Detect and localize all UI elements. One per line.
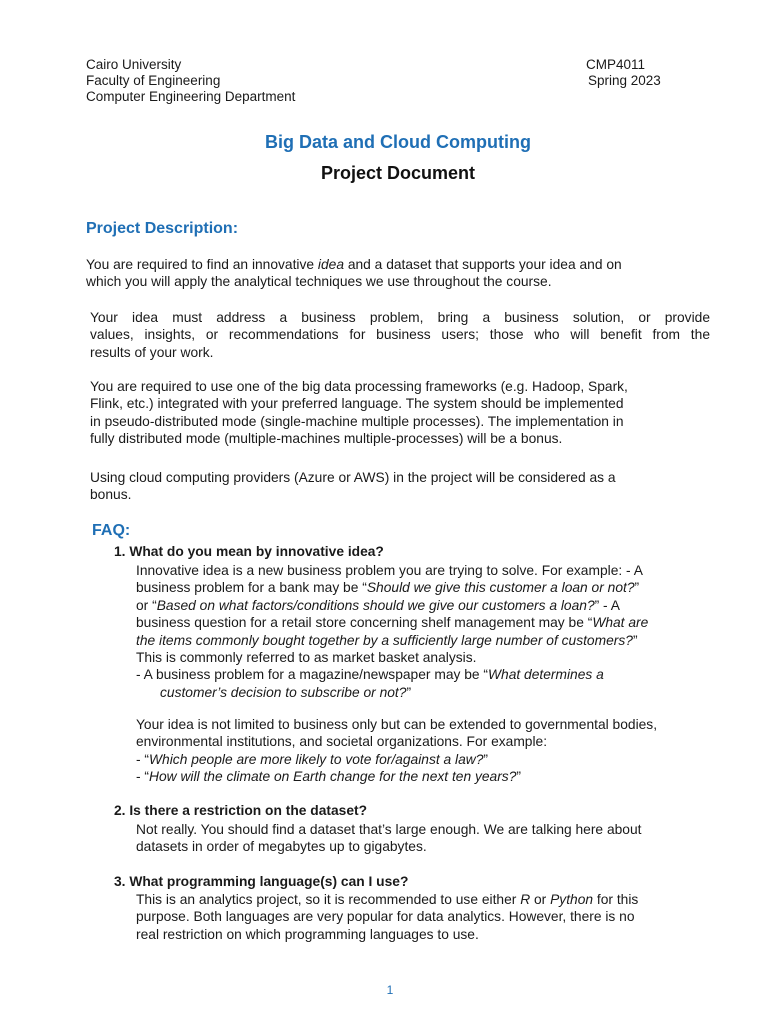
description-paragraph-4: Using cloud computing providers (Azure or AWS) in the project will be considered as a bonus.: [90, 470, 616, 503]
faculty-name: Faculty of Engineering: [86, 73, 221, 88]
document-title: Big Data and Cloud Computing: [265, 132, 531, 152]
faq-question-2: 2. Is there a restriction on the dataset?: [114, 803, 368, 818]
description-paragraph-1: You are required to find an innovative idea and a dataset that supports your idea and on which you will apply the analytical techniques we use throughout the course.: [86, 257, 622, 290]
faq-answer-1: Innovative idea is a new business problem you are trying to solve. For example: - A business problem for a bank may be “Should we give this customer a loan or not?” or “Based on what factors/conditions should we give our customers a loan?” - A business question for a retail store concerning shelf management may be “What are the items commonly bought together by a sufficiently large number of customers?” This is commonly referred to as market basket analysis. - A business problem for a magazine/newspaper may be “What determines a customer’s decision to subscribe or not?”: [136, 563, 649, 700]
department-name: Computer Engineering Department: [86, 89, 296, 104]
project-description-heading: Project Description:: [86, 220, 239, 237]
faq-answer-1-extension: Your idea is not limited to business only but can be extended to governmental bodies, environmental institutions, and societal organizations. For example: - “Which people are more likely to vote for/against a law?” - “How will the climate on Earth change for the next ten years?”: [136, 717, 658, 785]
document-subtitle: Project Document: [320, 163, 476, 183]
faq-answer-3: This is an analytics project, so it is recommended to use either R or Python for this purpose. Both languages are very popular for data analytics. However, there is no real restriction on which programming languages to use.: [136, 892, 639, 942]
description-paragraph-2: Your idea must address a business problem, bring a business solution, or provide values, insights, or recommendations for business users; those who will benefit from the results of your work.: [90, 310, 710, 360]
page-number: 1: [386, 983, 394, 997]
faq-heading: FAQ:: [92, 522, 131, 539]
header-right: [586, 57, 661, 89]
university-name: Cairo University: [86, 57, 182, 72]
faq-question-3: 3. What programming language(s) can I use?: [114, 874, 409, 889]
description-paragraph-3: You are required to use one of the big data processing frameworks (e.g. Hadoop, Spark, Flink, etc.) integrated with your preferred language. The system should be implemented in pseudo-distributed mode (single-machine multiple processes). The implementation in fully distributed mode (multiple-machines multiple-processes) will be a bonus.: [90, 379, 628, 447]
semester: Spring 2023: [588, 73, 661, 88]
course-code: CMP4011: [586, 57, 646, 72]
header-left: [86, 57, 295, 105]
faq-question-1: 1. What do you mean by innovative idea?: [114, 544, 384, 559]
faq-answer-2: Not really. You should find a dataset that’s large enough. We are talking here about datasets in order of megabytes up to gigabytes.: [136, 822, 642, 855]
